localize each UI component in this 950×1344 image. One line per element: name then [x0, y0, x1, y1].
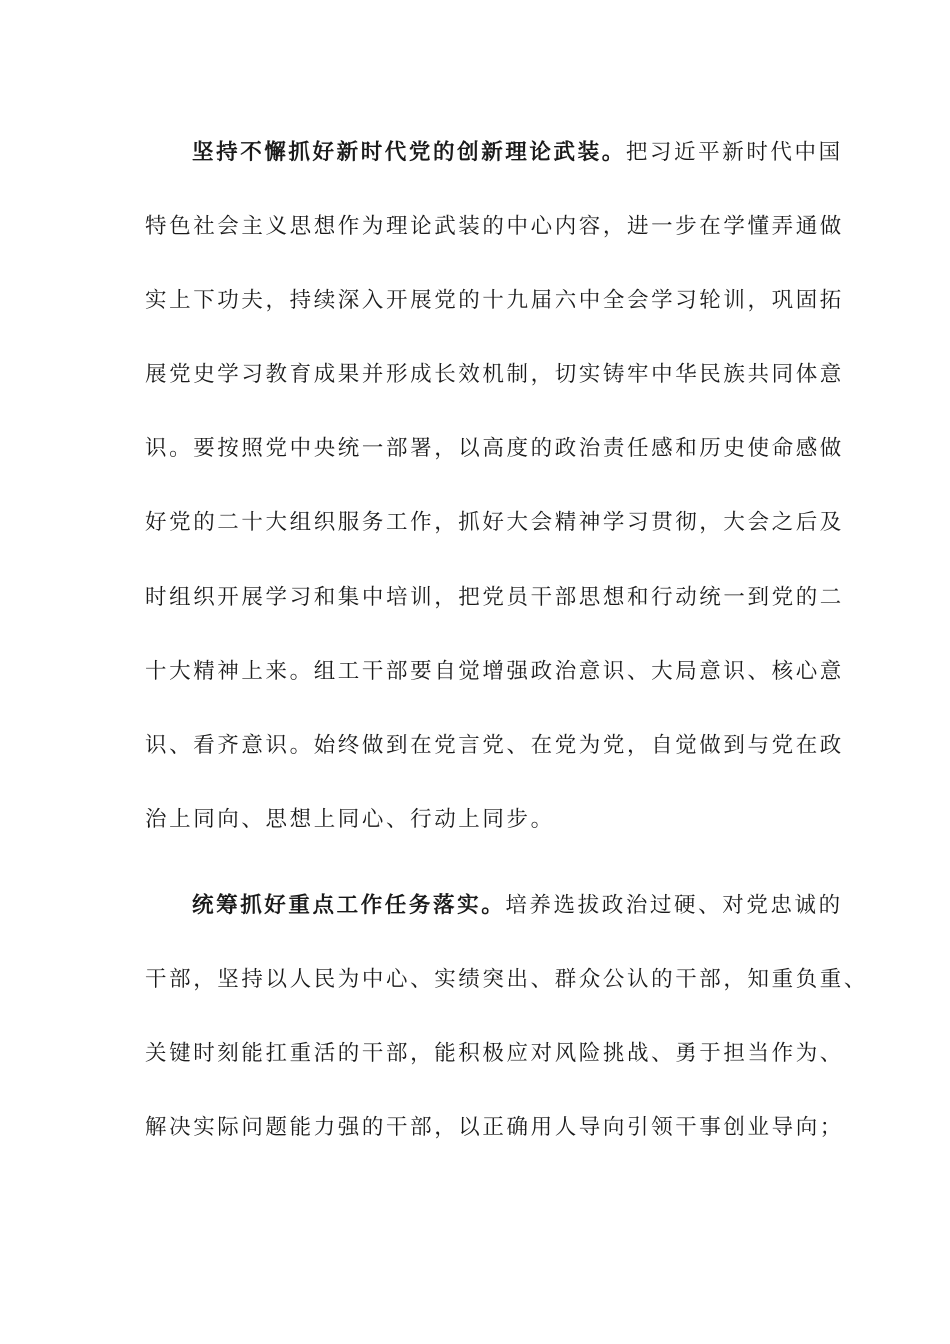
paragraph-line: 解决实际问题能力强的干部，以正确用人导向引领干事创业导向； [145, 1115, 844, 1141]
paragraph-first-line [145, 136, 843, 210]
paragraph-first-line [145, 889, 843, 963]
paragraph-line: 特色社会主义思想作为理论武装的中心内容，进一步在学懂弄通做 [145, 214, 844, 240]
paragraph-line: 好党的二十大组织服务工作，抓好大会精神学习贯彻，大会之后及 [145, 510, 844, 536]
paragraph-line: 干部，坚持以人民为中心、实绩突出、群众公认的干部，知重负重、 [145, 967, 869, 993]
paragraph-line: 识。要按照党中央统一部署，以高度的政治责任感和历史使命感做 [145, 436, 844, 462]
paragraph-line: 展党史学习教育成果并形成长效机制，切实铸牢中华民族共同体意 [145, 362, 844, 388]
paragraph-text: 把习近平新时代中国 [625, 140, 843, 165]
paragraph-line: 十大精神上来。组工干部要自觉增强政治意识、大局意识、核心意 [145, 658, 844, 684]
paragraph-line: 关键时刻能扛重活的干部，能积极应对风险挑战、勇于担当作为、 [145, 1041, 844, 1067]
paragraph-line: 治上同向、思想上同心、行动上同步。 [145, 806, 555, 832]
paragraph-key-tasks [145, 889, 869, 1185]
paragraph-lead-heading: 统筹抓好重点工作任务落实。 [192, 893, 506, 918]
paragraph-line: 识、看齐意识。始终做到在党言党、在党为党，自觉做到与党在政 [145, 732, 844, 758]
paragraph-line: 时组织开展学习和集中培训，把党员干部思想和行动统一到党的二 [145, 584, 844, 610]
paragraph-theory-armament [145, 136, 844, 877]
paragraph-line: 实上下功夫，持续深入开展党的十九届六中全会学习轮训，巩固拓 [145, 288, 844, 314]
paragraph-text: 培养选拔政治过硬、对党忠诚的 [505, 893, 843, 918]
paragraph-lead-heading: 坚持不懈抓好新时代党的创新理论武装。 [192, 140, 626, 165]
